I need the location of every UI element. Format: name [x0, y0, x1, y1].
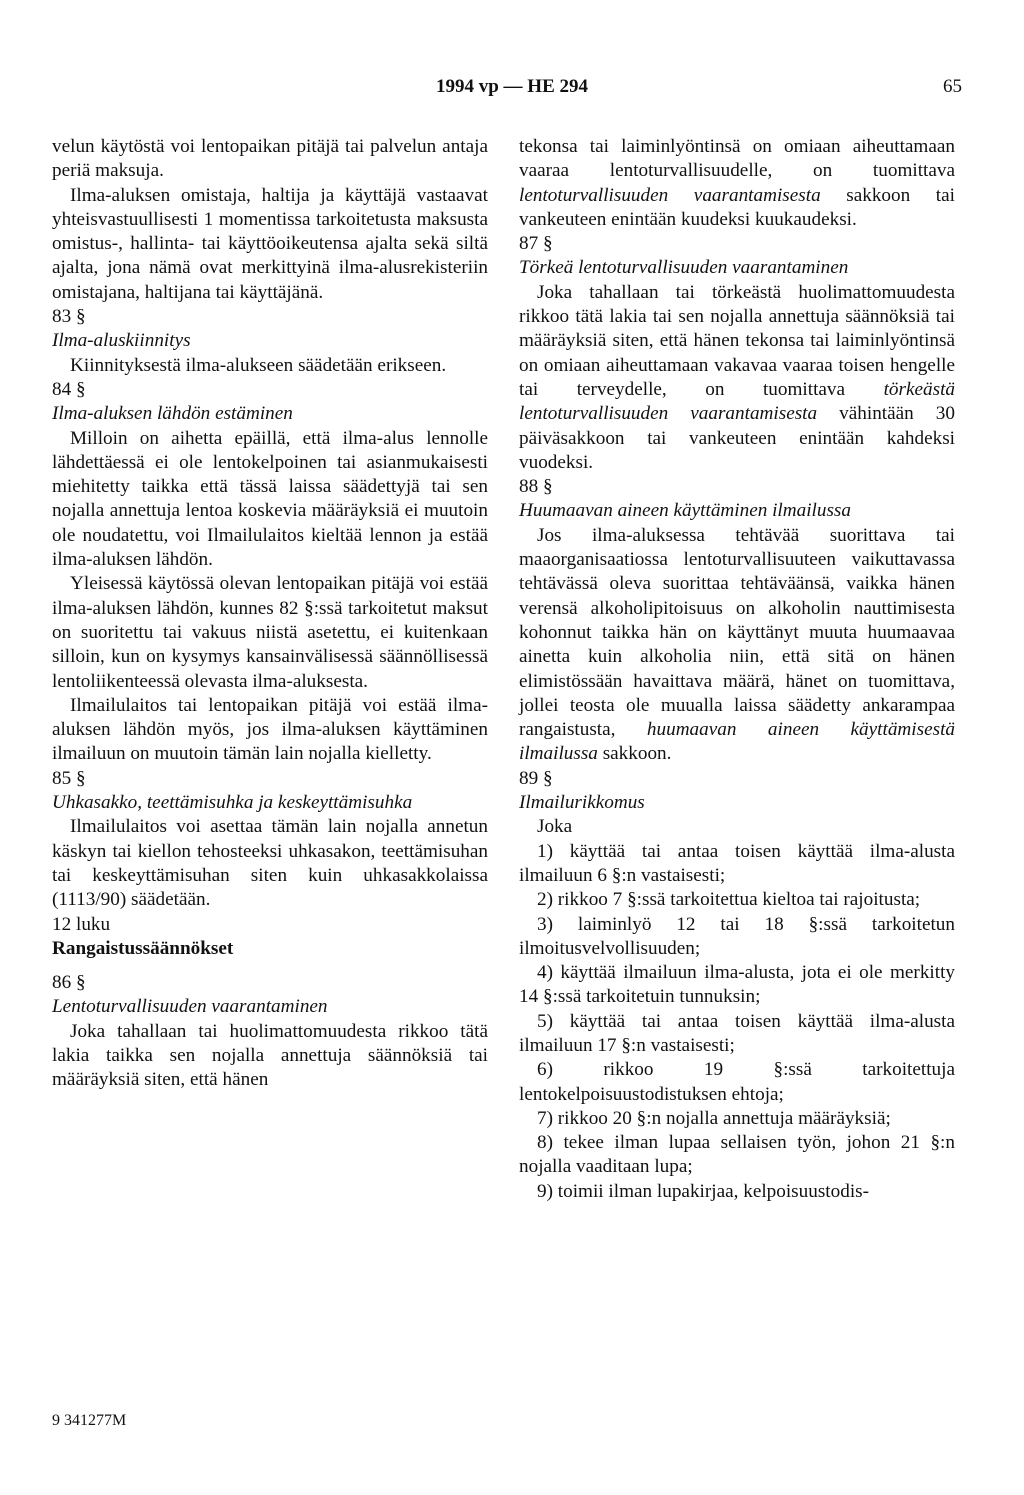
paragraph [519, 135, 955, 232]
section-number: 85 § [52, 767, 86, 789]
paragraph [519, 524, 955, 767]
emphasis-text: törkeästä lentoturvallisuuden vaarantamisesta [519, 378, 955, 425]
text-run: sakkoon tai vankeuteen enintään kuudeksi kuukaudeksi. [519, 184, 955, 230]
section-number: 87 § [519, 233, 553, 255]
section-number: 88 § [519, 476, 553, 498]
paragraph: Ilmailulaitos tai lentopaikan pitäjä voi estää ilma-aluksen lähdön myös, jos ilma-aluksen käyttäminen ilmailuun on muutoin tämän lain nojalla kielletty. [52, 694, 488, 765]
right-column [519, 135, 955, 1204]
section-title: Huumaavan aineen käyttäminen ilmailussa [519, 500, 851, 522]
section-title: Törkeä lentoturvallisuuden vaarantaminen [519, 257, 849, 279]
section-title: Ilmailurikkomus [519, 792, 645, 814]
header-title: 1994 vp — HE 294 [435, 76, 589, 97]
list-item: 5) käyttää tai antaa toisen käyttää ilma-alusta ilmailuun 17 §:n vastaisesti; [519, 1010, 955, 1056]
emphasis-text: huumaavan aineen käyttämisestä ilmailussa [519, 719, 955, 765]
text-run: tekonsa tai laiminlyöntinsä on omiaan aiheuttamaan vaaraa lentoturvallisuudelle, on tuomittava [519, 136, 955, 182]
text-run: sakkoon. [597, 743, 672, 765]
paragraph: Ilma-aluksen omistaja, haltija ja käyttäjä vastaavat yhteisvastuullisesti 1 momentissa tarkoitetusta maksusta omistus-, hallinta- tai käyttöoikeutensa ajalta sekä siltä ajalta, jona nämä ovat merkittyinä ilma-alusrekisteriin omistajana, haltijana tai käyttäjänä. [52, 184, 488, 303]
paragraph: Ilmailulaitos voi asettaa tämän lain nojalla annetun käskyn tai kiellon tehosteeksi uhkasakon, teettämisuhan tai keskeyttämisuhan siten kuin uhkasakkolaissa (1113/90) säädetään. [52, 816, 488, 911]
emphasis-text: lentoturvallisuuden vaarantamisesta [519, 184, 821, 206]
page-header [0, 76, 1024, 106]
text-run: vähintään 30 päiväsakkoon tai vankeuteen enintään kahdeksi vuodeksi. [519, 403, 955, 473]
list-item: 7) rikkoo 20 §:n nojalla annettuja määräyksiä; [537, 1107, 891, 1129]
list-item: 3) laiminlyö 12 tai 18 §:ssä tarkoitetun ilmoitusvelvollisuuden; [519, 913, 955, 959]
paragraph: velun käytöstä voi lentopaikan pitäjä tai palvelun antaja periä maksuja. [52, 136, 488, 182]
section-number: 89 § [519, 767, 553, 789]
section-title: Uhkasakko, teettämisuhka ja keskeyttämisuhka [52, 792, 413, 814]
paragraph: Yleisessä käytössä olevan lentopaikan pitäjä voi estää ilma-aluksen lähdön, kunnes 82 §:ssä tarkoitetut maksut on suoritettu tai vakuus niistä asetettu, ei kuitenkaan silloin, kun on kysymys kansainvälisessä säännöllisessä lentoliikenteessä olevasta ilma-aluksesta. [52, 573, 488, 692]
paragraph: Joka tahallaan tai huolimattomuudesta rikkoo tätä lakia taikka sen nojalla annettuja säännöksiä tai määräyksiä siten, että hänen [52, 1020, 488, 1091]
section-number: 86 § [52, 972, 86, 994]
list-item: 9) toimii ilman lupakirjaa, kelpoisuustodis- [537, 1180, 870, 1202]
paragraph: Joka [537, 816, 573, 838]
text-run: Jos ilma-aluksessa tehtävää suorittava tai maaorganisaatiossa lentoturvallisuuteen vaikuttavassa tehtävässä oleva suorittaa tehtäväänsä, vaikka hänen verensä alkoholipitoisuus on alkoholin nauttimisesta kohonnut taikka hän on käyttänyt muuta huumaavaa ainetta kuin alkoholia niin, että sitä on hänen elimistössään havaittava määrä, hänet on tuomittava, jollei teosta ole muualla laissa säädetty ankarampaa rangaistusta, [519, 524, 955, 741]
list-item: 8) tekee ilman lupaa sellaisen työn, johon 21 §:n nojalla vaaditaan lupa; [519, 1132, 955, 1178]
page-number: 65 [943, 76, 962, 97]
paragraph: Milloin on aihetta epäillä, että ilma-alus lennolle lähdettäessä ei ole lentokelpoinen tai asianmukaisesti miehitetty taikka että tässä laissa säädettyjä tai sen nojalla annettuja lentoa koskevia määräyksiä ei muutoin ole noudatettu, voi Ilmailulaitos kieltää lennon ja estää ilma-aluksen lähdön. [52, 427, 488, 571]
section-title: Ilma-aluksen lähdön estäminen [52, 403, 293, 425]
list-item: 6) rikkoo 19 §:ssä tarkoitettuja lentokelpoisuustodistuksen ehtoja; [519, 1059, 955, 1105]
left-column [52, 135, 488, 1093]
section-title: Ilma-aluskiinnitys [52, 330, 191, 352]
chapter-title: Rangaistussäännökset [52, 937, 234, 959]
section-number: 83 § [52, 306, 86, 328]
paragraph: Kiinnityksestä ilma-alukseen säädetään erikseen. [70, 354, 447, 376]
section-title: Lentoturvallisuuden vaarantaminen [52, 996, 328, 1018]
section-number: 84 § [52, 378, 86, 400]
list-item: 2) rikkoo 7 §:ssä tarkoitettua kieltoa tai rajoitusta; [537, 889, 921, 911]
paragraph [519, 281, 955, 475]
print-code: 9 341277M [52, 1412, 127, 1429]
list-item: 4) käyttää ilmailuun ilma-alusta, jota ei ole merkitty 14 §:ssä tarkoitetuin tunnuksin; [519, 962, 955, 1008]
text-run: Joka tahallaan tai törkeästä huolimattomuudesta rikkoo tätä lakia tai sen nojalla annettuja säännöksiä tai määräyksiä siten, että hänen tekonsa tai laiminlyöntinsä on omiaan aiheuttamaan vakavaa vaaraa toisen hengelle tai terveydelle, on tuomittava [519, 281, 955, 400]
list-item: 1) käyttää tai antaa toisen käyttää ilma-alusta ilmailuun 6 §:n vastaisesti; [519, 840, 955, 886]
chapter-number: 12 luku [52, 913, 111, 935]
